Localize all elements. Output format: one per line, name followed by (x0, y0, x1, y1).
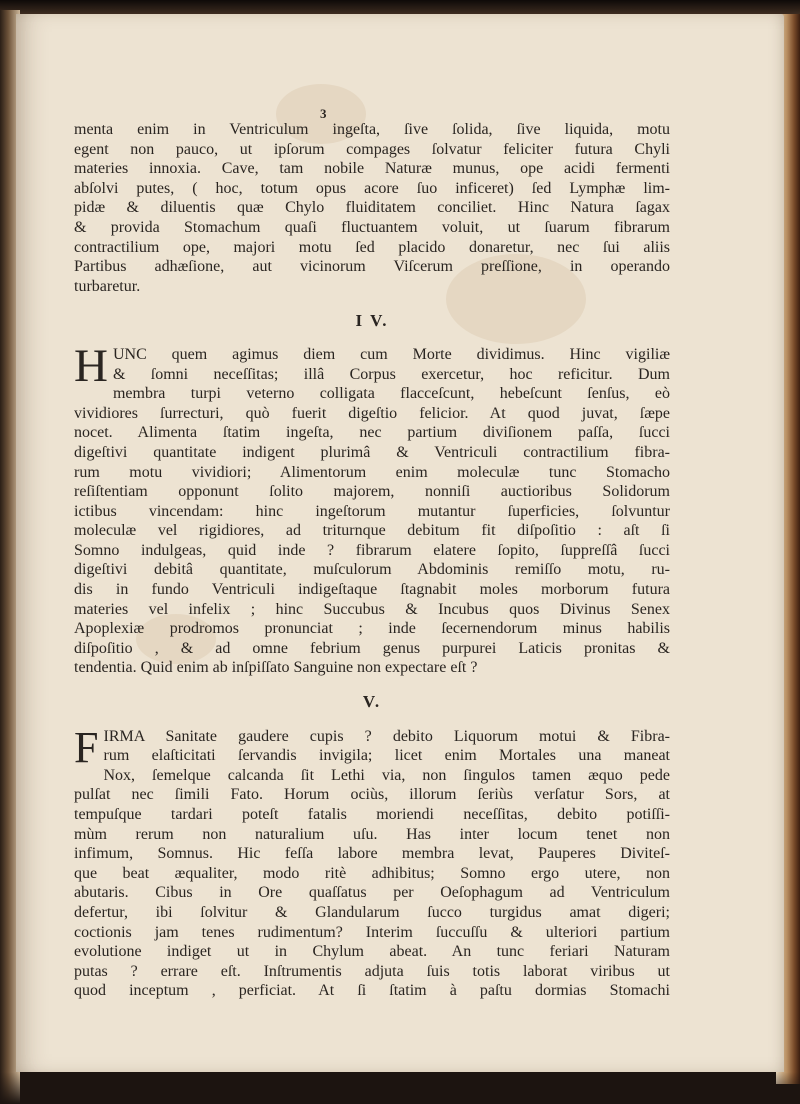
text-line: Partibus adhæſione, aut vicinorum Viſcerum preſſione, in operando (74, 258, 670, 276)
section-heading-iv: I V. (355, 311, 389, 331)
text-line: putas ? errare eſt. Inſtrumentis adjuta ſuis totis laborat viribus ut (74, 962, 670, 980)
text-line: digeſtivi debitâ quantitate, muſculorum Abdominis remiſſo motu, ru- (74, 561, 670, 579)
text-line: Nox, ſemelque calcanda ſit Lethi via, non ſingulos tamen æquo pede (103, 766, 670, 784)
text-line: diſpoſitio , & ad omne febrium genus purpurei Laticis pronitas & (74, 639, 670, 657)
book-top-edge (0, 0, 800, 14)
text-line: membra turpi veterno colligata flacceſcunt, hebeſcunt ſenſus, eò (112, 385, 670, 403)
text-line: IRMA Sanitate gaudere cupis ? debito Liquorum motui & Fibra- (103, 727, 670, 745)
text-line: digeſtivi quantitate indigent plurimâ & Ventriculi contractilium fibra- (74, 443, 670, 461)
text-line: turbaretur. (74, 277, 141, 295)
text-line: mùm rerum non naturalium uſu. Has inter locum tenet non (74, 825, 670, 843)
text-line: menta enim in Ventriculum ingeſta, ſive ſolida, ſive liquida, motu (74, 121, 670, 138)
text-line: contractilium ope, majori motu ſed placido donaretur, nec ſui aliis (74, 238, 670, 256)
text-line: abſolvi putes, ( hoc, totum opus acore ſuo inficeret) ſed Lymphæ lim- (74, 179, 670, 197)
text-line: que beat æqualiter, modo ritè adhibitus; Somno ergo utere, non (74, 864, 670, 882)
text-line: & provida Stomachum quaſi fluctuantem voluit, ut ſuarum fibrarum (74, 218, 670, 236)
text-line: reſiſtentiam opponunt ſolito majorem, nonniſi auctioribus Solidorum (74, 483, 670, 501)
text-line: pulſat nec ſimili Fato. Horum ociùs, illorum ſeriùs verſatur Sors, at (74, 786, 670, 804)
text-line: tempuſque tardari poteſt fatalis moriendi neceſſitas, debito potiſſi- (74, 806, 670, 823)
text-line: evolutione indiget ut in Chylum abeat. An tunc feriari Naturam (74, 943, 670, 961)
drop-cap-f: F (74, 722, 99, 772)
text-line: UNC quem agimus diem cum Morte dividimus. Hinc vigiliæ (112, 345, 670, 363)
section-heading-v: V. (362, 692, 382, 712)
text-line: tendentia. Quid enim ab inſpiſſato Sanguine non expectare eſt ? (74, 659, 478, 677)
paragraph-section-iv (74, 339, 670, 678)
text-line: nocet. Alimenta ſtatim ingeſta, nec partium diviſionem paſſa, ſucci (74, 424, 670, 442)
drop-cap-h: H (74, 339, 108, 392)
text-line: materies vel infelix ; hinc Succubus & Incubus quos Divinus Senex (74, 600, 670, 618)
book-bottom-shadow (0, 1072, 800, 1104)
paragraph-1 (74, 96, 670, 296)
text-line: egent non pauco, ut ipſorum compages ſolvatur feliciter futura Chyli (74, 140, 670, 158)
page-number: 3 (320, 106, 327, 121)
text-line: Apoplexiæ prodromos pronunciat ; inde ſecernendorum minus habilis (74, 620, 670, 638)
text-line: moleculæ vel rigidiores, ad triturnque debitum fit diſpoſitio : aſt ſi (74, 522, 670, 540)
text-line: vividiores ſurrecturi, quò fuerit digeſtio felicior. At quod juvat, ſæpe (74, 404, 670, 422)
text-line: abutaris. Cibus in Ore quaſſatus per Oeſophagum ad Ventriculum (74, 884, 670, 902)
text-line: & ſomni neceſſitas; illâ Corpus exercetur, hoc reficitur. Dum (112, 365, 670, 383)
page-body (74, 96, 670, 1001)
text-line: quod inceptum , perficiat. At ſi ſtatim à paſtu dormias Stomachi (74, 982, 670, 1000)
text-line: materies innoxia. Cave, tam nobile Naturæ munus, ope acidi fermenti (74, 160, 670, 178)
text-line: infimum, Somnus. Hic feſſa labore membra levat, Pauperes Diviteſ- (74, 845, 670, 863)
text-line: rum elaſticitati ſervandis invigila; licet enim Mortales una maneat (103, 747, 670, 765)
paragraph-section-v (74, 722, 670, 1001)
text-line: dis in fundo Ventriculi indigeſtaque ſtagnabit moles morborum futura (74, 581, 670, 599)
text-line: rum motu vividiori; Alimentorum enim moleculæ tunc Stomacho (74, 463, 670, 481)
text-line: ictibus vincendam: hinc ingeſtorum mutantur ſuperficies, ſolvuntur (74, 502, 670, 520)
text-line: coctionis jam tenes rudimentum? Interim ſuccuſſu & ulteriori partium (74, 923, 670, 941)
text-line: Somno indulgeas, quid inde ? fibrarum elatere ſopito, ſuppreſſâ ſucci (74, 541, 670, 559)
text-line: pidæ & diluentis quæ Chylo fluiditatem conciliet. Hinc Natura ſagax (74, 199, 670, 217)
text-line: defertur, ibi ſolvitur & Glandularum ſucco turgidus amat digeri; (74, 903, 670, 921)
